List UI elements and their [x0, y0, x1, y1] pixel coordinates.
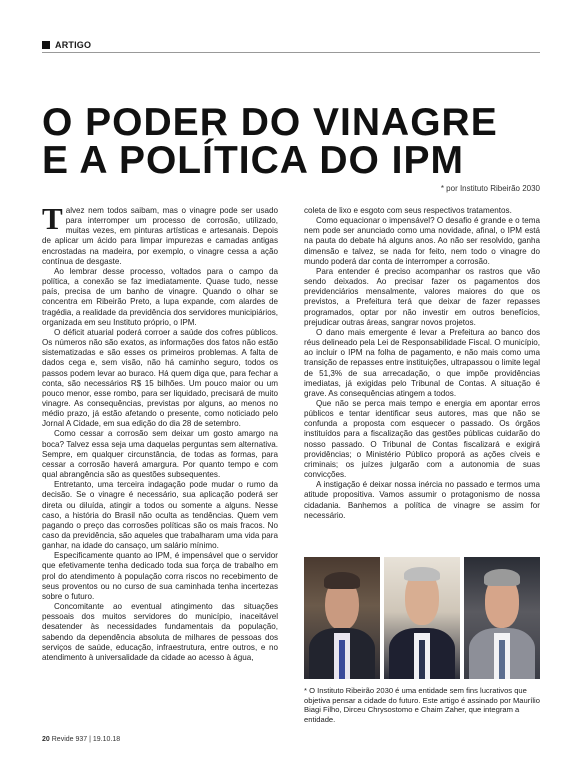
paragraph: A instigação é deixar nossa inércia no passado e termos uma atitude propositiva. Vamos assumir o protagonismo de nossa cidadania. Banhemos a política de vinagre se assim for necessário. [304, 480, 540, 520]
byline: * por Instituto Ribeirão 2030 [440, 184, 540, 193]
magazine-name: Revide 937 [51, 736, 88, 743]
article-title [42, 101, 542, 182]
paragraph: Como cessar a corrosão sem deixar um gosto amargo na boca? Talvez essa seja uma daquelas perguntas sem alternativa. Sempre, em qualquer circunstância, de todas as formas, para cessar a corrosão haverá amargura. Por quanto tempo e com qual abrangência são as questões subsequentes. [42, 429, 278, 480]
paragraph: Entretanto, uma terceira indagação pode mudar o rumo da decisão. Se o vinagre é necessário, sua aplicação poderá ser direta ou diluída, atingir a todos ou somente a alguns. Nesse caso, a história do Brasil não oculta as tendências. Quem vem pagando o preço das corrosões políticas são os mais fracos. No caso da previdência, são aqueles que trabalharam uma vida para ganhar, na idade do cansaço, um salário mínimo. [42, 480, 278, 551]
section-tag [42, 40, 91, 50]
top-divider [42, 52, 540, 53]
issue-date: 19.10.18 [92, 736, 121, 743]
paragraph: coleta de lixo e esgoto com seus respectivos tratamentos. [304, 206, 512, 215]
drop-cap: T [42, 201, 63, 236]
author-photo-3 [464, 557, 540, 679]
page-footer [42, 736, 120, 743]
author-photo-1 [304, 557, 380, 679]
paragraph: Que não se perca mais tempo e energia em apontar erros públicos e tentar identificar seus autores, mas que não se confunda a proposta com esquecer o passado. Os órgãos instituídos para a fiscalização das gestões públicas cuidarão do nosso passado. O Tribunal de Contas fiscalizará e exigirá providências; o Ministério Público proporá as ações cíveis e criminais; os juízes julgarão com a autonomia de suas convicções. [304, 398, 540, 480]
footer-separator: | [89, 736, 91, 743]
page-number: 20 [42, 736, 50, 743]
paragraph: Ao lembrar desse processo, voltados para o campo da política, a conexão se faz imediatamente. Quase tudo, nesse país, precisa de um banho de vinagre. Quando o olhar se concentra em Ribeirão Preto, a lupa expande, com alardes de tragédia, a realidade da previdência dos servidores municipiários, organizada em seu Instituto próprio, o IPM. [42, 266, 278, 327]
paragraph: Talvez nem todos saibam, mas o vinagre pode ser usado para interromper um processo de corrosão, utilizado, muitas vezes, em pinturas artísticas e artesanais. Depois de aplicar um ácido para limpar impurezas e camadas antigas encrostadas na madeira, por exemplo, o vinagre cessa a ação contínua de desgaste. [42, 201, 278, 266]
title-line-2: E A POLÍTICA DO IPM [42, 139, 465, 182]
section-square-icon [42, 41, 50, 49]
section-label: ARTIGO [55, 40, 92, 50]
left-column [42, 201, 278, 663]
author-photos [304, 557, 540, 679]
paragraph: Para entender é preciso acompanhar os rastros que vão sendo deixados. Ao precisar fazer os pagamentos dos previdenciários mensalmente, valores maiores do que os previstos, a Prefeitura terá que deixar de fazer repasses programados, optar por não investir em outros benefícios, prejudicar outras áreas, sangrar novos projetos. [304, 266, 540, 327]
photo-caption: * O Instituto Ribeirão 2030 é uma entidade sem fins lucrativos que objetiva pensar a cidade do futuro. Este artigo é assinado por Maurílio Biagi Filho, Dirceu Chrysostomo e Chaim Zaher, que integram a entidade. [304, 686, 540, 724]
author-photo-2 [384, 557, 460, 679]
title-line-1: O PODER DO VINAGRE [42, 101, 498, 144]
paragraph: Como equacionar o impensável? O desafio é grande e o tema nem pode ser anunciado como uma novidade, afinal, o IPM está na pauta do debate há alguns anos. Ao não ser resolvido, ganha dimensão e talvez, se nada for feito, nem todo o vinagre do mundo poderá dar conta de interromper a corrosão. [304, 216, 540, 266]
right-column [304, 206, 540, 521]
paragraph: O dano mais emergente é levar a Prefeitura ao banco dos réus delineado pela Lei de Responsabilidade Fiscal. O município, ao incluir o IPM na folha de pagamento, e não mais como uma transição de repasses entre instituições, ultrapassou o limite legal de 51,3% de sua arrecadação, o que impõe providências imediatas, já exigidas pelo Tribunal de Contas. A situação é grave. As consequências atingem a todos. [304, 327, 540, 398]
paragraph: Especificamente quanto ao IPM, é impensável que o servidor que efetivamente tenha dedicado toda sua força de trabalho em prol do atendimento à população corra riscos no recebimento de seus proventos ou no curso de sua caminhada tenha incertezas sobre o futuro. [42, 551, 278, 601]
paragraph: Concomitante ao eventual atingimento das situações pessoais dos muitos servidores do município, inaceitável desatender às necessidades fundamentais da população, sabendo da dependência absoluta de milhares de pessoas dos serviços de saúde, educação, infraestrutura, entre outros, e no atendimento à universalidade da cidade ao acesso à água, [42, 602, 278, 662]
paragraph: O déficit atuarial poderá corroer a saúde dos cofres públicos. Os números não são exatos, as informações dos fatos não estão sistematizadas e são esses os primeiros problemas. A falta de dados cega e, sem visão, não há caminho seguro, todos os passos podem levar ao buraco. Há quem diga que, para fechar a conta, são necessários R$ 15 bilhões. Um pouco maior ou um pouco menor, esse rombo, para ser liquidado, precisará de muito vinagre. As consequências, previstas por alguns, ao menos no médio prazo, já estão afetando o presente, como noticiado pelo Jornal A Cidade, em sua edição do dia 28 de setembro. [42, 327, 278, 429]
